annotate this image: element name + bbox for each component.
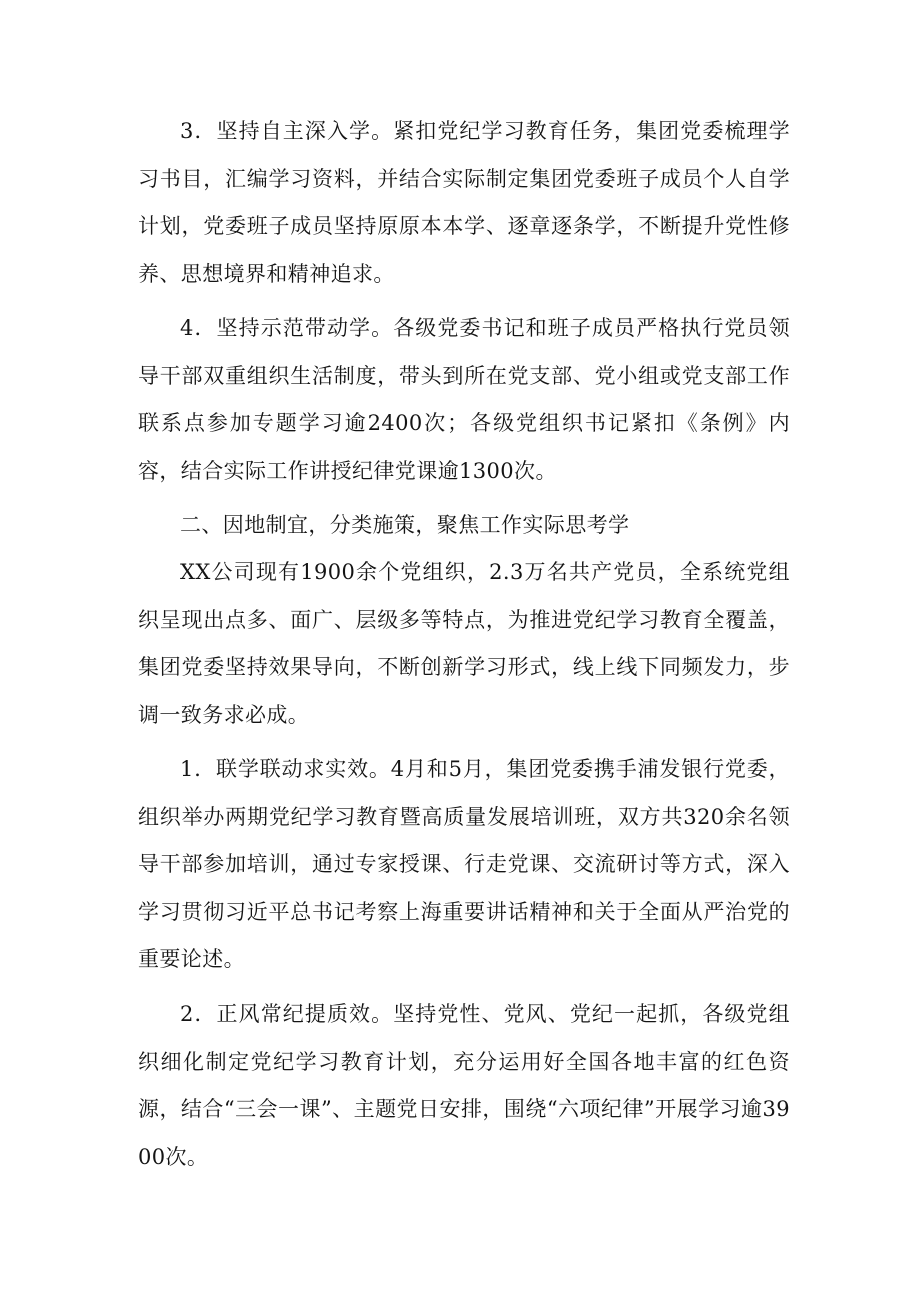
section-heading-local-conditions: 二、因地制宜，分类施策，聚焦工作实际思考学 (180, 513, 630, 537)
paragraph-joint-study: 1．联学联动求实效。4月和5月，集团党委携手浦发银行党委，组织举办两期党纪学习教育暨高质量发展培训班，双方共320余名领导干部参加培训，通过专家授课、行走党课、交流研讨等方式，深入学习贯彻习近平总书记考察上海重要讲话精神和关于全面从严治党的重要论述。 (138, 757, 790, 971)
paragraph-self-study: 3．坚持自主深入学。紧扣党纪学习教育任务，集团党委梳理学习书目，汇编学习资料，并结合实际制定集团党委班子成员个人自学计划，党委班子成员坚持原原本本学、逐章逐条学，不断提升党性修养、思想境界和精神追求。 (138, 119, 790, 286)
paragraph-discipline-quality: 2．正风常纪提质效。坚持党性、党风、党纪一起抓，各级党组织细化制定党纪学习教育计划，充分运用好全国各地丰富的红色资源，结合“三会一课”、主题党日安排，围绕“六项纪律”开展学习逾3900次。 (138, 1002, 790, 1169)
paragraph-leading-by-example: 4．坚持示范带动学。各级党委书记和班子成员严格执行党员领导干部双重组织生活制度，带头到所在党支部、党小组或党支部工作联系点参加专题学习逾2400次；各级党组织书记紧扣《条例》内容，结合实际工作讲授纪律党课逾1300次。 (138, 316, 790, 483)
paragraph-company-overview: XX公司现有1900余个党组织，2.3万名共产党员，全系统党组织呈现出点多、面广、层级多等特点，为推进党纪学习教育全覆盖，集团党委坚持效果导向，不断创新学习形式，线上线下同频发力，步调一致务求必成。 (138, 560, 790, 727)
